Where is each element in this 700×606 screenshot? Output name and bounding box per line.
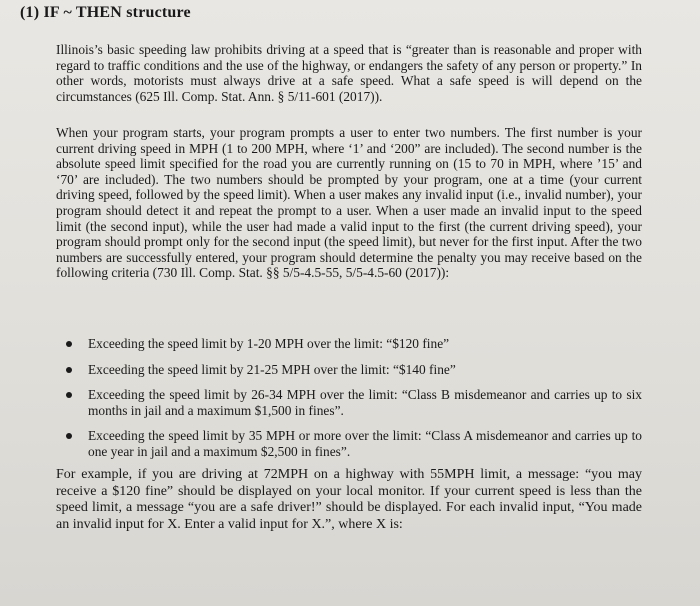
section-heading: (1) IF ~ THEN structure bbox=[20, 4, 191, 21]
example-paragraph: For example, if you are driving at 72MPH on a highway with 55MPH limit, a message: “you may receive a $120 fine” should be displayed on your local monitor. If your current speed is less than the speed limit, a message “you are a safe driver!” should be displayed. For each invalid input, “You made an invalid input for X. Enter a valid input for X.”, where X is: bbox=[56, 467, 642, 532]
intro-paragraph: Illinois’s basic speeding law prohibits driving at a speed that is “greater than is reasonable and proper with regard to traffic conditions and the use of the highway, or endangers the safety of any person or property.” In other words, motorists must always drive at a safe speed. What a safe speed is will depend on the circumstances (625 Ill. Comp. Stat. Ann. § 5/11-601 (2017)). bbox=[56, 42, 642, 104]
criteria-item: Exceeding the speed limit by 1-20 MPH over the limit: “$120 fine” bbox=[62, 336, 642, 352]
bullet-icon bbox=[66, 341, 72, 347]
document-page bbox=[20, 4, 680, 604]
bullet-icon bbox=[66, 392, 72, 398]
criteria-item: Exceeding the speed limit by 21-25 MPH over the limit: “$140 fine” bbox=[62, 362, 642, 378]
criteria-item: Exceeding the speed limit by 26-34 MPH over the limit: “Class B misdemeanor and carries up to six months in jail and a maximum $1,500 in fines”. bbox=[62, 387, 642, 418]
penalty-criteria-list bbox=[62, 336, 642, 470]
bullet-icon bbox=[66, 367, 72, 373]
bullet-icon bbox=[66, 433, 72, 439]
criteria-item: Exceeding the speed limit by 35 MPH or more over the limit: “Class A misdemeanor and carries up to one year in jail and a maximum $2,500 in fines”. bbox=[62, 428, 642, 459]
program-requirements-paragraph: When your program starts, your program prompts a user to enter two numbers. The first number is your current driving speed in MPH (1 to 200 MPH, where ‘1’ and ‘200” are included). The second number is the absolute speed limit specified for the road you are currently running on (15 to 70 in MPH, where ’15’ and ‘70’ are included). The two numbers should be prompted by your program, one at a time (your current driving speed, followed by the speed limit). When a user makes any invalid input (i.e., invalid number), your program should detect it and repeat the prompt to a user. When a user made an invalid input to the speed limit (the second input), while the user had made a valid input to the first (the current driving speed), your program should prompt only for the second input (the speed limit), but never for the first input. After the two numbers are successfully entered, your program should determine the penalty you may receive based on the following criteria (730 Ill. Comp. Stat. §§ 5/5-4.5-55, 5/5-4.5-60 (2017)): bbox=[56, 125, 642, 281]
